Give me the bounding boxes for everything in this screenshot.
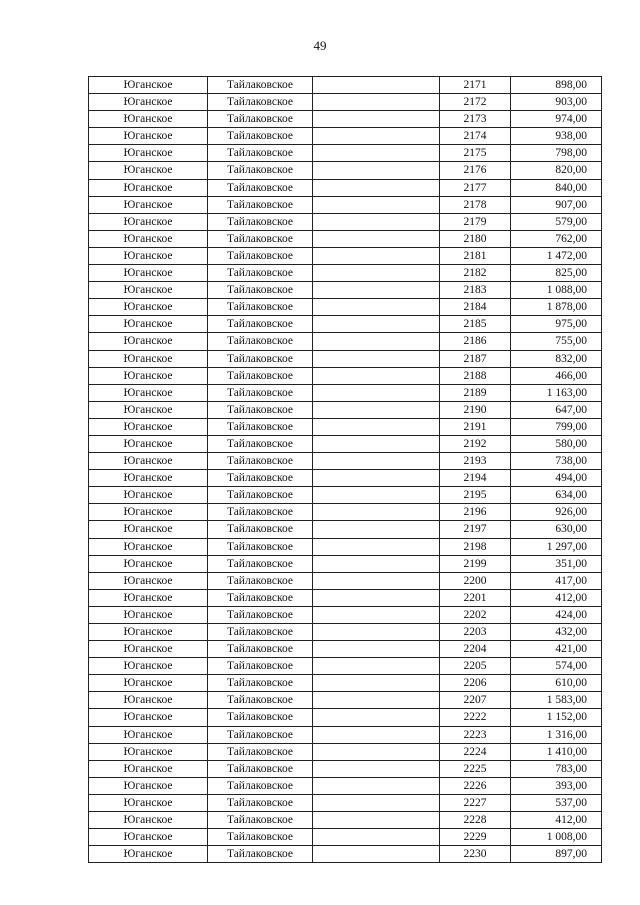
page-number: 49 <box>313 38 327 53</box>
area-name-cell: Тайлаковское <box>208 504 313 521</box>
plot-number-cell: 2190 <box>440 401 511 418</box>
table-row <box>89 624 602 641</box>
value-cell: 755,00 <box>511 333 602 350</box>
plot-number-cell: 2226 <box>440 777 511 794</box>
value-cell: 1 008,00 <box>511 829 602 846</box>
field-name-cell: Юганское <box>89 213 208 230</box>
field-name-cell: Юганское <box>89 162 208 179</box>
value-cell: 537,00 <box>511 794 602 811</box>
field-name-cell: Юганское <box>89 487 208 504</box>
plot-number-cell: 2184 <box>440 299 511 316</box>
value-cell: 898,00 <box>511 77 602 94</box>
area-name-cell: Тайлаковское <box>208 726 313 743</box>
field-name-cell: Юганское <box>89 504 208 521</box>
value-cell: 421,00 <box>511 641 602 658</box>
empty-cell <box>313 265 440 282</box>
area-name-cell: Тайлаковское <box>208 538 313 555</box>
value-cell: 820,00 <box>511 162 602 179</box>
table-row <box>89 504 602 521</box>
plot-number-cell: 2187 <box>440 350 511 367</box>
value-cell: 907,00 <box>511 196 602 213</box>
value-cell: 647,00 <box>511 401 602 418</box>
value-cell: 412,00 <box>511 812 602 829</box>
plot-number-cell: 2186 <box>440 333 511 350</box>
area-name-cell: Тайлаковское <box>208 435 313 452</box>
plot-number-cell: 2175 <box>440 145 511 162</box>
plot-number-cell: 2173 <box>440 111 511 128</box>
field-name-cell: Юганское <box>89 94 208 111</box>
field-name-cell: Юганское <box>89 418 208 435</box>
table-row <box>89 401 602 418</box>
plot-number-cell: 2200 <box>440 572 511 589</box>
value-cell: 494,00 <box>511 470 602 487</box>
value-cell: 1 163,00 <box>511 384 602 401</box>
area-name-cell: Тайлаковское <box>208 846 313 863</box>
area-name-cell: Тайлаковское <box>208 282 313 299</box>
plot-number-cell: 2197 <box>440 521 511 538</box>
table-row <box>89 196 602 213</box>
empty-cell <box>313 145 440 162</box>
value-cell: 1 472,00 <box>511 247 602 264</box>
table-row <box>89 282 602 299</box>
table-row <box>89 589 602 606</box>
table-row <box>89 94 602 111</box>
area-name-cell: Тайлаковское <box>208 624 313 641</box>
value-cell: 610,00 <box>511 675 602 692</box>
table-row <box>89 692 602 709</box>
empty-cell <box>313 675 440 692</box>
field-name-cell: Юганское <box>89 333 208 350</box>
table-row <box>89 111 602 128</box>
value-cell: 393,00 <box>511 777 602 794</box>
plot-number-cell: 2201 <box>440 589 511 606</box>
empty-cell <box>313 401 440 418</box>
table-row <box>89 418 602 435</box>
field-name-cell: Юганское <box>89 435 208 452</box>
empty-cell <box>313 77 440 94</box>
empty-cell <box>313 538 440 555</box>
field-name-cell: Юганское <box>89 77 208 94</box>
table-row <box>89 555 602 572</box>
area-name-cell: Тайлаковское <box>208 521 313 538</box>
plot-number-cell: 2185 <box>440 316 511 333</box>
value-cell: 1 410,00 <box>511 743 602 760</box>
area-name-cell: Тайлаковское <box>208 128 313 145</box>
area-name-cell: Тайлаковское <box>208 333 313 350</box>
plot-number-cell: 2205 <box>440 658 511 675</box>
area-name-cell: Тайлаковское <box>208 829 313 846</box>
field-name-cell: Юганское <box>89 709 208 726</box>
table-row <box>89 470 602 487</box>
area-name-cell: Тайлаковское <box>208 162 313 179</box>
empty-cell <box>313 213 440 230</box>
plot-number-cell: 2181 <box>440 247 511 264</box>
area-name-cell: Тайлаковское <box>208 179 313 196</box>
plot-number-cell: 2203 <box>440 624 511 641</box>
field-name-cell: Юганское <box>89 196 208 213</box>
plot-number-cell: 2224 <box>440 743 511 760</box>
field-name-cell: Юганское <box>89 282 208 299</box>
value-cell: 580,00 <box>511 435 602 452</box>
field-name-cell: Юганское <box>89 692 208 709</box>
value-cell: 738,00 <box>511 453 602 470</box>
area-name-cell: Тайлаковское <box>208 470 313 487</box>
table-row <box>89 606 602 623</box>
empty-cell <box>313 692 440 709</box>
empty-cell <box>313 162 440 179</box>
table-row <box>89 453 602 470</box>
area-name-cell: Тайлаковское <box>208 777 313 794</box>
value-cell: 1 297,00 <box>511 538 602 555</box>
empty-cell <box>313 128 440 145</box>
plot-number-cell: 2207 <box>440 692 511 709</box>
table-row <box>89 641 602 658</box>
area-name-cell: Тайлаковское <box>208 675 313 692</box>
table-row <box>89 367 602 384</box>
plot-number-cell: 2196 <box>440 504 511 521</box>
value-cell: 799,00 <box>511 418 602 435</box>
table-row <box>89 709 602 726</box>
area-name-cell: Тайлаковское <box>208 453 313 470</box>
area-name-cell: Тайлаковское <box>208 247 313 264</box>
field-name-cell: Юганское <box>89 538 208 555</box>
area-name-cell: Тайлаковское <box>208 230 313 247</box>
plot-number-cell: 2177 <box>440 179 511 196</box>
plot-number-cell: 2180 <box>440 230 511 247</box>
plot-number-cell: 2229 <box>440 829 511 846</box>
value-cell: 897,00 <box>511 846 602 863</box>
area-name-cell: Тайлаковское <box>208 418 313 435</box>
plot-number-cell: 2183 <box>440 282 511 299</box>
empty-cell <box>313 333 440 350</box>
plot-number-cell: 2199 <box>440 555 511 572</box>
field-name-cell: Юганское <box>89 384 208 401</box>
area-name-cell: Тайлаковское <box>208 743 313 760</box>
area-name-cell: Тайлаковское <box>208 367 313 384</box>
value-cell: 1 583,00 <box>511 692 602 709</box>
field-name-cell: Юганское <box>89 675 208 692</box>
table-row <box>89 487 602 504</box>
area-name-cell: Тайлаковское <box>208 213 313 230</box>
area-name-cell: Тайлаковское <box>208 709 313 726</box>
field-name-cell: Юганское <box>89 367 208 384</box>
value-cell: 466,00 <box>511 367 602 384</box>
value-cell: 634,00 <box>511 487 602 504</box>
table-row <box>89 572 602 589</box>
empty-cell <box>313 418 440 435</box>
value-cell: 432,00 <box>511 624 602 641</box>
table-row <box>89 743 602 760</box>
plot-number-cell: 2225 <box>440 760 511 777</box>
field-name-cell: Юганское <box>89 641 208 658</box>
value-cell: 825,00 <box>511 265 602 282</box>
empty-cell <box>313 435 440 452</box>
table-row <box>89 179 602 196</box>
table-row <box>89 316 602 333</box>
field-name-cell: Юганское <box>89 247 208 264</box>
empty-cell <box>313 760 440 777</box>
empty-cell <box>313 487 440 504</box>
field-name-cell: Юганское <box>89 726 208 743</box>
plot-number-cell: 2227 <box>440 794 511 811</box>
plot-number-cell: 2172 <box>440 94 511 111</box>
field-name-cell: Юганское <box>89 111 208 128</box>
field-name-cell: Юганское <box>89 350 208 367</box>
table-row <box>89 846 602 863</box>
area-name-cell: Тайлаковское <box>208 589 313 606</box>
empty-cell <box>313 384 440 401</box>
value-cell: 630,00 <box>511 521 602 538</box>
plot-number-cell: 2178 <box>440 196 511 213</box>
value-cell: 1 088,00 <box>511 282 602 299</box>
table-row <box>89 726 602 743</box>
table-row <box>89 333 602 350</box>
plot-number-cell: 2193 <box>440 453 511 470</box>
value-cell: 783,00 <box>511 760 602 777</box>
value-cell: 1 878,00 <box>511 299 602 316</box>
field-name-cell: Юганское <box>89 777 208 794</box>
value-cell: 424,00 <box>511 606 602 623</box>
plot-number-cell: 2206 <box>440 675 511 692</box>
field-name-cell: Юганское <box>89 265 208 282</box>
field-name-cell: Юганское <box>89 743 208 760</box>
empty-cell <box>313 641 440 658</box>
area-name-cell: Тайлаковское <box>208 145 313 162</box>
table-row <box>89 162 602 179</box>
value-cell: 579,00 <box>511 213 602 230</box>
table-row <box>89 794 602 811</box>
table-row <box>89 538 602 555</box>
empty-cell <box>313 572 440 589</box>
empty-cell <box>313 196 440 213</box>
value-cell: 412,00 <box>511 589 602 606</box>
plot-number-cell: 2171 <box>440 77 511 94</box>
field-name-cell: Юганское <box>89 145 208 162</box>
plot-number-cell: 2191 <box>440 418 511 435</box>
plot-number-cell: 2202 <box>440 606 511 623</box>
field-name-cell: Юганское <box>89 846 208 863</box>
field-name-cell: Юганское <box>89 794 208 811</box>
plot-number-cell: 2195 <box>440 487 511 504</box>
area-name-cell: Тайлаковское <box>208 658 313 675</box>
field-name-cell: Юганское <box>89 230 208 247</box>
field-name-cell: Юганское <box>89 299 208 316</box>
empty-cell <box>313 829 440 846</box>
empty-cell <box>313 247 440 264</box>
empty-cell <box>313 111 440 128</box>
plot-number-cell: 2223 <box>440 726 511 743</box>
table-row <box>89 128 602 145</box>
area-name-cell: Тайлаковское <box>208 555 313 572</box>
plot-number-cell: 2228 <box>440 812 511 829</box>
empty-cell <box>313 367 440 384</box>
table-row <box>89 213 602 230</box>
empty-cell <box>313 94 440 111</box>
table-row <box>89 675 602 692</box>
plot-number-cell: 2188 <box>440 367 511 384</box>
area-name-cell: Тайлаковское <box>208 94 313 111</box>
field-name-cell: Юганское <box>89 453 208 470</box>
empty-cell <box>313 282 440 299</box>
registry-table <box>88 76 602 863</box>
field-name-cell: Юганское <box>89 572 208 589</box>
table-row <box>89 299 602 316</box>
field-name-cell: Юганское <box>89 521 208 538</box>
area-name-cell: Тайлаковское <box>208 350 313 367</box>
value-cell: 1 152,00 <box>511 709 602 726</box>
table-row <box>89 145 602 162</box>
area-name-cell: Тайлаковское <box>208 77 313 94</box>
area-name-cell: Тайлаковское <box>208 812 313 829</box>
value-cell: 840,00 <box>511 179 602 196</box>
value-cell: 798,00 <box>511 145 602 162</box>
table-row <box>89 760 602 777</box>
plot-number-cell: 2194 <box>440 470 511 487</box>
value-cell: 974,00 <box>511 111 602 128</box>
value-cell: 351,00 <box>511 555 602 572</box>
empty-cell <box>313 726 440 743</box>
field-name-cell: Юганское <box>89 555 208 572</box>
table-row <box>89 829 602 846</box>
plot-number-cell: 2174 <box>440 128 511 145</box>
area-name-cell: Тайлаковское <box>208 572 313 589</box>
table-row <box>89 777 602 794</box>
table-row <box>89 350 602 367</box>
empty-cell <box>313 846 440 863</box>
plot-number-cell: 2230 <box>440 846 511 863</box>
empty-cell <box>313 794 440 811</box>
empty-cell <box>313 470 440 487</box>
area-name-cell: Тайлаковское <box>208 196 313 213</box>
value-cell: 903,00 <box>511 94 602 111</box>
empty-cell <box>313 658 440 675</box>
empty-cell <box>313 812 440 829</box>
table-row <box>89 658 602 675</box>
area-name-cell: Тайлаковское <box>208 606 313 623</box>
area-name-cell: Тайлаковское <box>208 265 313 282</box>
area-name-cell: Тайлаковское <box>208 316 313 333</box>
value-cell: 417,00 <box>511 572 602 589</box>
empty-cell <box>313 709 440 726</box>
field-name-cell: Юганское <box>89 812 208 829</box>
value-cell: 926,00 <box>511 504 602 521</box>
field-name-cell: Юганское <box>89 760 208 777</box>
table-row <box>89 435 602 452</box>
empty-cell <box>313 777 440 794</box>
value-cell: 938,00 <box>511 128 602 145</box>
area-name-cell: Тайлаковское <box>208 794 313 811</box>
empty-cell <box>313 555 440 572</box>
empty-cell <box>313 743 440 760</box>
empty-cell <box>313 179 440 196</box>
plot-number-cell: 2204 <box>440 641 511 658</box>
field-name-cell: Юганское <box>89 316 208 333</box>
empty-cell <box>313 316 440 333</box>
area-name-cell: Тайлаковское <box>208 487 313 504</box>
table-row <box>89 265 602 282</box>
table-row <box>89 384 602 401</box>
field-name-cell: Юганское <box>89 624 208 641</box>
plot-number-cell: 2198 <box>440 538 511 555</box>
field-name-cell: Юганское <box>89 829 208 846</box>
field-name-cell: Юганское <box>89 470 208 487</box>
plot-number-cell: 2182 <box>440 265 511 282</box>
table-row <box>89 812 602 829</box>
registry-table-body <box>89 77 602 863</box>
empty-cell <box>313 624 440 641</box>
area-name-cell: Тайлаковское <box>208 641 313 658</box>
table-row <box>89 230 602 247</box>
empty-cell <box>313 589 440 606</box>
area-name-cell: Тайлаковское <box>208 692 313 709</box>
table-row <box>89 521 602 538</box>
value-cell: 832,00 <box>511 350 602 367</box>
area-name-cell: Тайлаковское <box>208 760 313 777</box>
area-name-cell: Тайлаковское <box>208 111 313 128</box>
field-name-cell: Юганское <box>89 128 208 145</box>
field-name-cell: Юганское <box>89 401 208 418</box>
empty-cell <box>313 606 440 623</box>
value-cell: 975,00 <box>511 316 602 333</box>
field-name-cell: Юганское <box>89 179 208 196</box>
empty-cell <box>313 504 440 521</box>
plot-number-cell: 2179 <box>440 213 511 230</box>
field-name-cell: Юганское <box>89 589 208 606</box>
empty-cell <box>313 299 440 316</box>
plot-number-cell: 2189 <box>440 384 511 401</box>
field-name-cell: Юганское <box>89 606 208 623</box>
value-cell: 1 316,00 <box>511 726 602 743</box>
empty-cell <box>313 230 440 247</box>
area-name-cell: Тайлаковское <box>208 401 313 418</box>
empty-cell <box>313 350 440 367</box>
table-row <box>89 247 602 264</box>
plot-number-cell: 2222 <box>440 709 511 726</box>
field-name-cell: Юганское <box>89 658 208 675</box>
value-cell: 762,00 <box>511 230 602 247</box>
table-row <box>89 77 602 94</box>
empty-cell <box>313 521 440 538</box>
plot-number-cell: 2192 <box>440 435 511 452</box>
value-cell: 574,00 <box>511 658 602 675</box>
empty-cell <box>313 453 440 470</box>
area-name-cell: Тайлаковское <box>208 299 313 316</box>
plot-number-cell: 2176 <box>440 162 511 179</box>
area-name-cell: Тайлаковское <box>208 384 313 401</box>
